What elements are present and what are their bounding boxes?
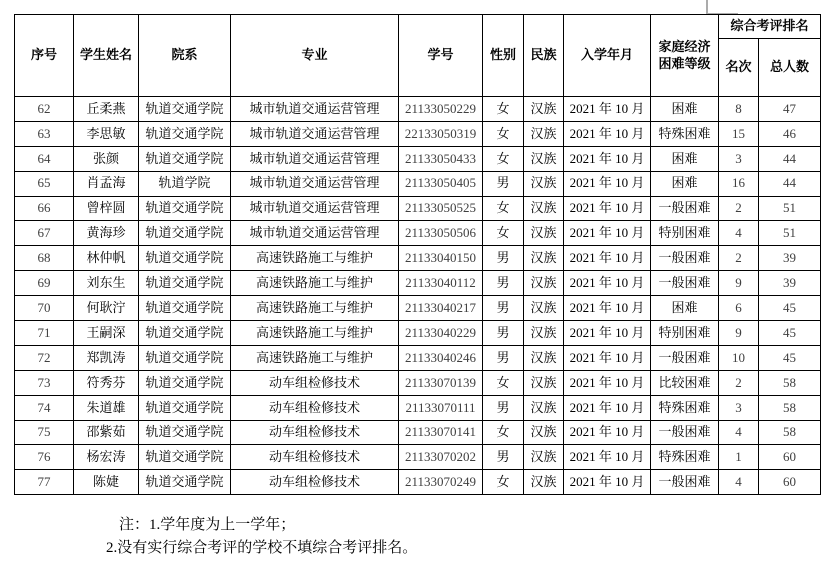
cell-department: 轨道交通学院 [139, 395, 231, 420]
cell-name: 朱道雄 [74, 395, 139, 420]
cell-ethnicity: 汉族 [524, 370, 564, 395]
cell-rank: 4 [719, 420, 759, 445]
cell-student-id: 21133040112 [399, 271, 483, 296]
cell-ethnicity: 汉族 [524, 470, 564, 495]
cell-total: 44 [759, 146, 821, 171]
cell-student-id: 21133070141 [399, 420, 483, 445]
col-header-student-id: 学号 [399, 15, 483, 97]
cell-student-id: 21133050433 [399, 146, 483, 171]
cell-rank: 3 [719, 395, 759, 420]
footnote-line-1: 注：1.学年度为上一学年； [119, 517, 296, 533]
cell-department: 轨道交通学院 [139, 196, 231, 221]
cell-department: 轨道交通学院 [139, 146, 231, 171]
cell-name: 黄海珍 [74, 221, 139, 246]
cell-name: 王嗣深 [74, 321, 139, 346]
cell-total: 60 [759, 445, 821, 470]
cell-enroll-date: 2021 年 10 月 [564, 470, 651, 495]
cell-difficulty-level: 一般困难 [651, 246, 719, 271]
cell-seq: 76 [15, 445, 74, 470]
cell-total: 47 [759, 97, 821, 122]
cell-name: 陈婕 [74, 470, 139, 495]
table-row [15, 271, 821, 296]
cell-gender: 女 [483, 97, 524, 122]
cell-seq: 69 [15, 271, 74, 296]
cell-ethnicity: 汉族 [524, 271, 564, 296]
cell-rank: 15 [719, 121, 759, 146]
cell-difficulty-level: 特别困难 [651, 221, 719, 246]
cell-major: 高速铁路施工与维护 [231, 345, 399, 370]
cell-enroll-date: 2021 年 10 月 [564, 146, 651, 171]
cell-gender: 女 [483, 146, 524, 171]
cell-rank: 2 [719, 196, 759, 221]
cell-major: 动车组检修技术 [231, 420, 399, 445]
cell-ethnicity: 汉族 [524, 445, 564, 470]
cell-enroll-date: 2021 年 10 月 [564, 97, 651, 122]
cell-total: 58 [759, 420, 821, 445]
col-header-major: 专业 [231, 15, 399, 97]
cell-enroll-date: 2021 年 10 月 [564, 345, 651, 370]
cell-difficulty-level: 困难 [651, 146, 719, 171]
cell-ethnicity: 汉族 [524, 196, 564, 221]
cell-department: 轨道交通学院 [139, 420, 231, 445]
cell-difficulty-level: 一般困难 [651, 420, 719, 445]
cell-gender: 女 [483, 370, 524, 395]
col-header-department: 院系 [139, 15, 231, 97]
cell-student-id: 21133070202 [399, 445, 483, 470]
table-row [15, 171, 821, 196]
cell-department: 轨道交通学院 [139, 296, 231, 321]
cell-major: 城市轨道交通运营管理 [231, 221, 399, 246]
cell-student-id: 21133050229 [399, 97, 483, 122]
cell-total: 45 [759, 321, 821, 346]
cell-student-id: 21133050405 [399, 171, 483, 196]
cell-gender: 男 [483, 171, 524, 196]
cell-student-id: 21133070139 [399, 370, 483, 395]
cell-department: 轨道交通学院 [139, 246, 231, 271]
cell-department: 轨道交通学院 [139, 321, 231, 346]
cell-student-id: 21133040217 [399, 296, 483, 321]
cell-seq: 70 [15, 296, 74, 321]
cell-department: 轨道交通学院 [139, 470, 231, 495]
cell-ethnicity: 汉族 [524, 246, 564, 271]
cell-ethnicity: 汉族 [524, 121, 564, 146]
cell-rank: 2 [719, 370, 759, 395]
cell-student-id: 22133050319 [399, 121, 483, 146]
cell-major: 高速铁路施工与维护 [231, 321, 399, 346]
col-header-total: 总人数 [759, 39, 821, 97]
cell-enroll-date: 2021 年 10 月 [564, 196, 651, 221]
cell-name: 杨宏涛 [74, 445, 139, 470]
cell-seq: 67 [15, 221, 74, 246]
cell-ethnicity: 汉族 [524, 171, 564, 196]
cell-student-id: 21133050525 [399, 196, 483, 221]
cell-ethnicity: 汉族 [524, 221, 564, 246]
cell-gender: 女 [483, 420, 524, 445]
col-header-enroll-date: 入学年月 [564, 15, 651, 97]
student-ranking-table [14, 14, 821, 495]
cell-difficulty-level: 一般困难 [651, 271, 719, 296]
cell-name: 刘东生 [74, 271, 139, 296]
cell-gender: 男 [483, 246, 524, 271]
cell-name: 邵紫茹 [74, 420, 139, 445]
col-header-evaluation-group: 综合考评排名 [719, 15, 821, 39]
cell-student-id: 21133050506 [399, 221, 483, 246]
table-row [15, 470, 821, 495]
table-row [15, 420, 821, 445]
table-row [15, 395, 821, 420]
cell-total: 58 [759, 370, 821, 395]
header-row-top [15, 15, 821, 39]
cell-department: 轨道交通学院 [139, 97, 231, 122]
table-row [15, 221, 821, 246]
cell-seq: 62 [15, 97, 74, 122]
cell-name: 林仲帆 [74, 246, 139, 271]
cell-major: 动车组检修技术 [231, 395, 399, 420]
cell-seq: 71 [15, 321, 74, 346]
cell-seq: 63 [15, 121, 74, 146]
cell-seq: 66 [15, 196, 74, 221]
cell-gender: 男 [483, 296, 524, 321]
cell-gender: 男 [483, 345, 524, 370]
footnote-line-2: 2.没有实行综合考评的学校不填综合考评排名。 [106, 540, 418, 556]
cell-ethnicity: 汉族 [524, 321, 564, 346]
cell-major: 动车组检修技术 [231, 370, 399, 395]
cell-seq: 74 [15, 395, 74, 420]
table-row [15, 345, 821, 370]
cell-department: 轨道交通学院 [139, 221, 231, 246]
cell-seq: 75 [15, 420, 74, 445]
cell-enroll-date: 2021 年 10 月 [564, 296, 651, 321]
cell-seq: 64 [15, 146, 74, 171]
cell-gender: 男 [483, 271, 524, 296]
table-row [15, 196, 821, 221]
cell-student-id: 21133070249 [399, 470, 483, 495]
cell-total: 46 [759, 121, 821, 146]
cell-enroll-date: 2021 年 10 月 [564, 420, 651, 445]
cell-gender: 男 [483, 321, 524, 346]
cell-seq: 65 [15, 171, 74, 196]
cell-enroll-date: 2021 年 10 月 [564, 395, 651, 420]
cell-ethnicity: 汉族 [524, 97, 564, 122]
col-header-name: 学生姓名 [74, 15, 139, 97]
table-row [15, 146, 821, 171]
cell-name: 符秀芬 [74, 370, 139, 395]
cell-gender: 男 [483, 395, 524, 420]
cell-total: 58 [759, 395, 821, 420]
table-row [15, 445, 821, 470]
cell-major: 动车组检修技术 [231, 445, 399, 470]
table-row [15, 246, 821, 271]
cell-enroll-date: 2021 年 10 月 [564, 121, 651, 146]
cell-enroll-date: 2021 年 10 月 [564, 246, 651, 271]
footnotes [106, 514, 417, 560]
cell-major: 高速铁路施工与维护 [231, 246, 399, 271]
col-header-ethnicity: 民族 [524, 15, 564, 97]
cell-rank: 16 [719, 171, 759, 196]
cell-difficulty-level: 特殊困难 [651, 395, 719, 420]
table-row [15, 321, 821, 346]
cell-total: 39 [759, 246, 821, 271]
col-header-seq: 序号 [15, 15, 74, 97]
cell-gender: 男 [483, 445, 524, 470]
cell-difficulty-level: 困难 [651, 296, 719, 321]
cell-major: 高速铁路施工与维护 [231, 271, 399, 296]
cell-total: 51 [759, 196, 821, 221]
cell-enroll-date: 2021 年 10 月 [564, 271, 651, 296]
cell-gender: 女 [483, 196, 524, 221]
cell-gender: 女 [483, 470, 524, 495]
cell-rank: 4 [719, 221, 759, 246]
cell-difficulty-level: 一般困难 [651, 470, 719, 495]
cell-total: 45 [759, 345, 821, 370]
cell-enroll-date: 2021 年 10 月 [564, 221, 651, 246]
cell-total: 51 [759, 221, 821, 246]
cell-enroll-date: 2021 年 10 月 [564, 171, 651, 196]
cell-name: 肖孟海 [74, 171, 139, 196]
cell-rank: 4 [719, 470, 759, 495]
cell-major: 高速铁路施工与维护 [231, 296, 399, 321]
cell-department: 轨道交通学院 [139, 345, 231, 370]
cell-ethnicity: 汉族 [524, 296, 564, 321]
table-header [15, 15, 821, 97]
cell-difficulty-level: 特殊困难 [651, 445, 719, 470]
cell-department: 轨道交通学院 [139, 271, 231, 296]
cell-name: 曾梓圆 [74, 196, 139, 221]
cell-department: 轨道学院 [139, 171, 231, 196]
cell-ethnicity: 汉族 [524, 420, 564, 445]
cell-name: 李思敏 [74, 121, 139, 146]
student-table-body [15, 97, 821, 495]
cell-difficulty-level: 特殊困难 [651, 121, 719, 146]
cell-name: 何耿泞 [74, 296, 139, 321]
table-row [15, 296, 821, 321]
cell-total: 44 [759, 171, 821, 196]
cell-total: 39 [759, 271, 821, 296]
cell-gender: 女 [483, 221, 524, 246]
cell-major: 城市轨道交通运营管理 [231, 171, 399, 196]
cell-student-id: 21133070111 [399, 395, 483, 420]
cell-student-id: 21133040246 [399, 345, 483, 370]
cell-difficulty-level: 困难 [651, 171, 719, 196]
cell-ethnicity: 汉族 [524, 395, 564, 420]
cell-rank: 3 [719, 146, 759, 171]
cell-department: 轨道交通学院 [139, 445, 231, 470]
cell-ethnicity: 汉族 [524, 146, 564, 171]
cell-major: 城市轨道交通运营管理 [231, 121, 399, 146]
cell-seq: 77 [15, 470, 74, 495]
cell-seq: 72 [15, 345, 74, 370]
page-corner-mark [706, 0, 738, 15]
table-row [15, 121, 821, 146]
cell-rank: 1 [719, 445, 759, 470]
cell-student-id: 21133040150 [399, 246, 483, 271]
table-row [15, 97, 821, 122]
cell-total: 45 [759, 296, 821, 321]
cell-seq: 73 [15, 370, 74, 395]
cell-name: 张颜 [74, 146, 139, 171]
cell-difficulty-level: 特别困难 [651, 321, 719, 346]
cell-ethnicity: 汉族 [524, 345, 564, 370]
cell-name: 丘柔燕 [74, 97, 139, 122]
cell-enroll-date: 2021 年 10 月 [564, 370, 651, 395]
table-row [15, 370, 821, 395]
cell-major: 动车组检修技术 [231, 470, 399, 495]
cell-rank: 9 [719, 271, 759, 296]
col-header-gender: 性别 [483, 15, 524, 97]
col-header-rank: 名次 [719, 39, 759, 97]
cell-difficulty-level: 一般困难 [651, 345, 719, 370]
cell-rank: 2 [719, 246, 759, 271]
cell-enroll-date: 2021 年 10 月 [564, 321, 651, 346]
cell-difficulty-level: 比较困难 [651, 370, 719, 395]
cell-department: 轨道交通学院 [139, 370, 231, 395]
cell-difficulty-level: 困难 [651, 97, 719, 122]
cell-difficulty-level: 一般困难 [651, 196, 719, 221]
cell-rank: 6 [719, 296, 759, 321]
cell-enroll-date: 2021 年 10 月 [564, 445, 651, 470]
cell-rank: 10 [719, 345, 759, 370]
cell-major: 城市轨道交通运营管理 [231, 196, 399, 221]
cell-major: 城市轨道交通运营管理 [231, 97, 399, 122]
cell-rank: 9 [719, 321, 759, 346]
cell-student-id: 21133040229 [399, 321, 483, 346]
cell-name: 郑凯涛 [74, 345, 139, 370]
cell-seq: 68 [15, 246, 74, 271]
cell-gender: 女 [483, 121, 524, 146]
cell-total: 60 [759, 470, 821, 495]
cell-department: 轨道交通学院 [139, 121, 231, 146]
cell-rank: 8 [719, 97, 759, 122]
cell-major: 城市轨道交通运营管理 [231, 146, 399, 171]
col-header-difficulty-level: 家庭经济困难等级 [651, 15, 719, 97]
